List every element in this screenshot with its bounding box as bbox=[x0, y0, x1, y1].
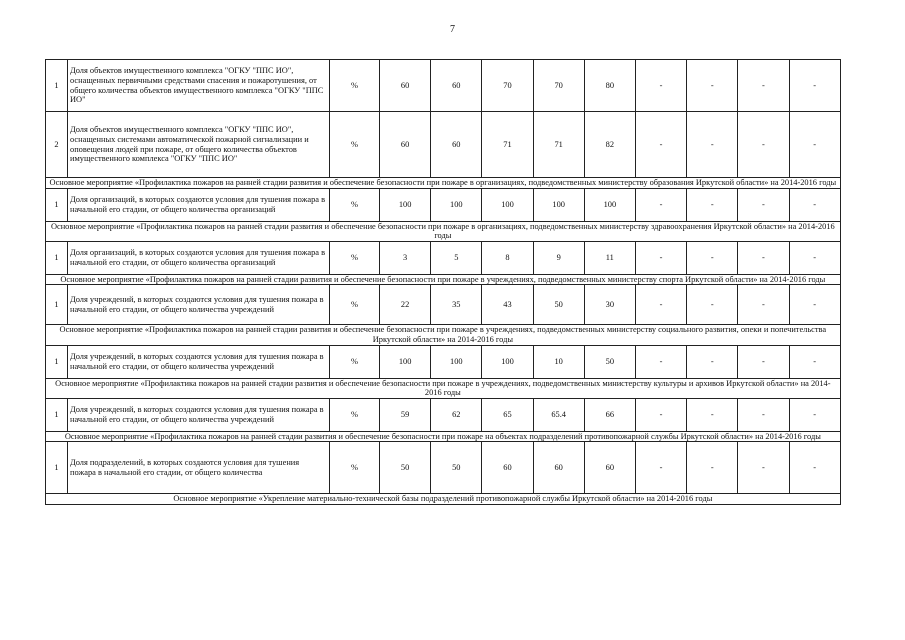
value-cell: 70 bbox=[482, 60, 533, 112]
row-number: 1 bbox=[46, 442, 68, 494]
section-title: Основное мероприятие «Укрепление материально-технической базы подразделений противопожарной службы Иркутской области» на 2014-2016 годы bbox=[46, 494, 841, 505]
indicator-description: Доля учреждений, в которых создаются условия для тушения пожара в начальной его стадии, от общего количества учреждений bbox=[68, 398, 330, 431]
value-cell: - bbox=[687, 188, 738, 221]
section-row bbox=[46, 378, 841, 398]
table-row bbox=[46, 285, 841, 325]
row-number: 1 bbox=[46, 60, 68, 112]
table-row bbox=[46, 345, 841, 378]
value-cell: 60 bbox=[431, 60, 482, 112]
value-cell: - bbox=[635, 241, 686, 274]
unit-cell: % bbox=[330, 285, 380, 325]
value-cell: 60 bbox=[533, 442, 584, 494]
value-cell: 60 bbox=[380, 112, 431, 178]
value-cell: - bbox=[789, 285, 840, 325]
section-title: Основное мероприятие «Профилактика пожаров на ранней стадии развития и обеспечение безопасности при пожаре в организациях, подведомственных министерству образования Иркутской области» на 2014-2016 годы bbox=[46, 178, 841, 189]
value-cell: - bbox=[635, 442, 686, 494]
value-cell: 10 bbox=[533, 345, 584, 378]
value-cell: 100 bbox=[482, 345, 533, 378]
value-cell: - bbox=[789, 398, 840, 431]
value-cell: - bbox=[687, 112, 738, 178]
value-cell: - bbox=[635, 345, 686, 378]
value-cell: 100 bbox=[431, 188, 482, 221]
page-number: 7 bbox=[450, 24, 455, 35]
value-cell: - bbox=[738, 398, 789, 431]
indicator-description: Доля организаций, в которых создаются условия для тушения пожара в начальной его стадии, от общего количества организаций bbox=[68, 188, 330, 221]
value-cell: 11 bbox=[584, 241, 635, 274]
value-cell: - bbox=[789, 442, 840, 494]
value-cell: - bbox=[789, 112, 840, 178]
value-cell: 71 bbox=[482, 112, 533, 178]
value-cell: 65.4 bbox=[533, 398, 584, 431]
indicator-description: Доля организаций, в которых создаются условия для тушения пожара в начальной его стадии, от общего количества организаций bbox=[68, 241, 330, 274]
value-cell: - bbox=[635, 188, 686, 221]
value-cell: - bbox=[738, 442, 789, 494]
unit-cell: % bbox=[330, 442, 380, 494]
value-cell: - bbox=[789, 241, 840, 274]
section-row bbox=[46, 178, 841, 189]
value-cell: 43 bbox=[482, 285, 533, 325]
indicators-table bbox=[45, 59, 841, 505]
table-row bbox=[46, 398, 841, 431]
indicator-description: Доля учреждений, в которых создаются условия для тушения пожара в начальной его стадии, от общего количества учреждений bbox=[68, 345, 330, 378]
value-cell: 30 bbox=[584, 285, 635, 325]
value-cell: - bbox=[738, 241, 789, 274]
value-cell: 60 bbox=[482, 442, 533, 494]
value-cell: 82 bbox=[584, 112, 635, 178]
value-cell: - bbox=[738, 285, 789, 325]
table-row bbox=[46, 442, 841, 494]
value-cell: 50 bbox=[584, 345, 635, 378]
table-row bbox=[46, 112, 841, 178]
indicator-description: Доля учреждений, в которых создаются условия для тушения пожара в начальной его стадии, от общего количества учреждений bbox=[68, 285, 330, 325]
section-title: Основное мероприятие «Профилактика пожаров на ранней стадии развития и обеспечение безопасности при пожаре в учреждениях, подведомственных министерству спорта Иркутской области» на 2014-2016 годы bbox=[46, 274, 841, 285]
table-row bbox=[46, 241, 841, 274]
value-cell: 22 bbox=[380, 285, 431, 325]
indicator-description: Доля объектов имущественного комплекса "ОГКУ "ППС ИО", оснащенных системами автоматической пожарной сигнализации и оповещения людей при пожаре, от общего количества объектов имущественного комплекса "ОГКУ "ППС ИО" bbox=[68, 112, 330, 178]
value-cell: 66 bbox=[584, 398, 635, 431]
section-row bbox=[46, 431, 841, 442]
value-cell: - bbox=[635, 398, 686, 431]
value-cell: 100 bbox=[533, 188, 584, 221]
value-cell: 35 bbox=[431, 285, 482, 325]
value-cell: 100 bbox=[584, 188, 635, 221]
indicator-description: Доля подразделений, в которых создаются условия для тушения пожара в начальной его стадии, от общего количества bbox=[68, 442, 330, 494]
value-cell: 8 bbox=[482, 241, 533, 274]
value-cell: - bbox=[738, 345, 789, 378]
unit-cell: % bbox=[330, 112, 380, 178]
value-cell: - bbox=[687, 345, 738, 378]
value-cell: 100 bbox=[431, 345, 482, 378]
section-row bbox=[46, 274, 841, 285]
section-title: Основное мероприятие «Профилактика пожаров на ранней стадии развития и обеспечение безопасности при пожаре в учреждениях, подведомственных министерству культуры и архивов Иркутской области» на 2014-2016 годы bbox=[46, 378, 841, 398]
value-cell: - bbox=[738, 188, 789, 221]
section-title: Основное мероприятие «Профилактика пожаров на ранней стадии развития и обеспечение безопасности при пожаре в учреждениях, подведомственных министерству социального развития, опеки и попечительства Иркутской области» на 2014-2016 годы bbox=[46, 325, 841, 345]
value-cell: 71 bbox=[533, 112, 584, 178]
unit-cell: % bbox=[330, 60, 380, 112]
unit-cell: % bbox=[330, 398, 380, 431]
section-title: Основное мероприятие «Профилактика пожаров на ранней стадии развития и обеспечение безопасности при пожаре на объектах подразделений противопожарной службы Иркутской области» на 2014-2016 годы bbox=[46, 431, 841, 442]
value-cell: 59 bbox=[380, 398, 431, 431]
value-cell: 50 bbox=[380, 442, 431, 494]
value-cell: - bbox=[789, 60, 840, 112]
value-cell: 50 bbox=[431, 442, 482, 494]
value-cell: 80 bbox=[584, 60, 635, 112]
value-cell: - bbox=[687, 442, 738, 494]
value-cell: 60 bbox=[431, 112, 482, 178]
value-cell: 100 bbox=[380, 188, 431, 221]
row-number: 2 bbox=[46, 112, 68, 178]
table-body bbox=[46, 60, 841, 505]
row-number: 1 bbox=[46, 241, 68, 274]
value-cell: 3 bbox=[380, 241, 431, 274]
indicator-description: Доля объектов имущественного комплекса "ОГКУ "ППС ИО", оснащенных первичными средствами спасения и пожаротушения, от общего количества объектов имущественного комплекса "ОГКУ "ППС ИО" bbox=[68, 60, 330, 112]
unit-cell: % bbox=[330, 345, 380, 378]
value-cell: - bbox=[789, 345, 840, 378]
section-row bbox=[46, 325, 841, 345]
value-cell: 5 bbox=[431, 241, 482, 274]
row-number: 1 bbox=[46, 345, 68, 378]
row-number: 1 bbox=[46, 285, 68, 325]
section-row bbox=[46, 494, 841, 505]
value-cell: 50 bbox=[533, 285, 584, 325]
section-title: Основное мероприятие «Профилактика пожаров на ранней стадии развития и обеспечение безопасности при пожаре в организациях, подведомственных министерству здравоохранения Иркутской области» на 2014-2016 годы bbox=[46, 221, 841, 241]
value-cell: - bbox=[687, 285, 738, 325]
value-cell: 60 bbox=[380, 60, 431, 112]
row-number: 1 bbox=[46, 398, 68, 431]
value-cell: - bbox=[687, 398, 738, 431]
value-cell: - bbox=[635, 112, 686, 178]
value-cell: - bbox=[738, 60, 789, 112]
value-cell: - bbox=[635, 285, 686, 325]
unit-cell: % bbox=[330, 241, 380, 274]
value-cell: - bbox=[635, 60, 686, 112]
value-cell: - bbox=[687, 241, 738, 274]
unit-cell: % bbox=[330, 188, 380, 221]
value-cell: - bbox=[687, 60, 738, 112]
value-cell: 100 bbox=[482, 188, 533, 221]
table-row bbox=[46, 60, 841, 112]
value-cell: 62 bbox=[431, 398, 482, 431]
value-cell: - bbox=[738, 112, 789, 178]
table-row bbox=[46, 188, 841, 221]
section-row bbox=[46, 221, 841, 241]
value-cell: 9 bbox=[533, 241, 584, 274]
value-cell: 100 bbox=[380, 345, 431, 378]
row-number: 1 bbox=[46, 188, 68, 221]
value-cell: - bbox=[789, 188, 840, 221]
value-cell: 65 bbox=[482, 398, 533, 431]
value-cell: 60 bbox=[584, 442, 635, 494]
value-cell: 70 bbox=[533, 60, 584, 112]
